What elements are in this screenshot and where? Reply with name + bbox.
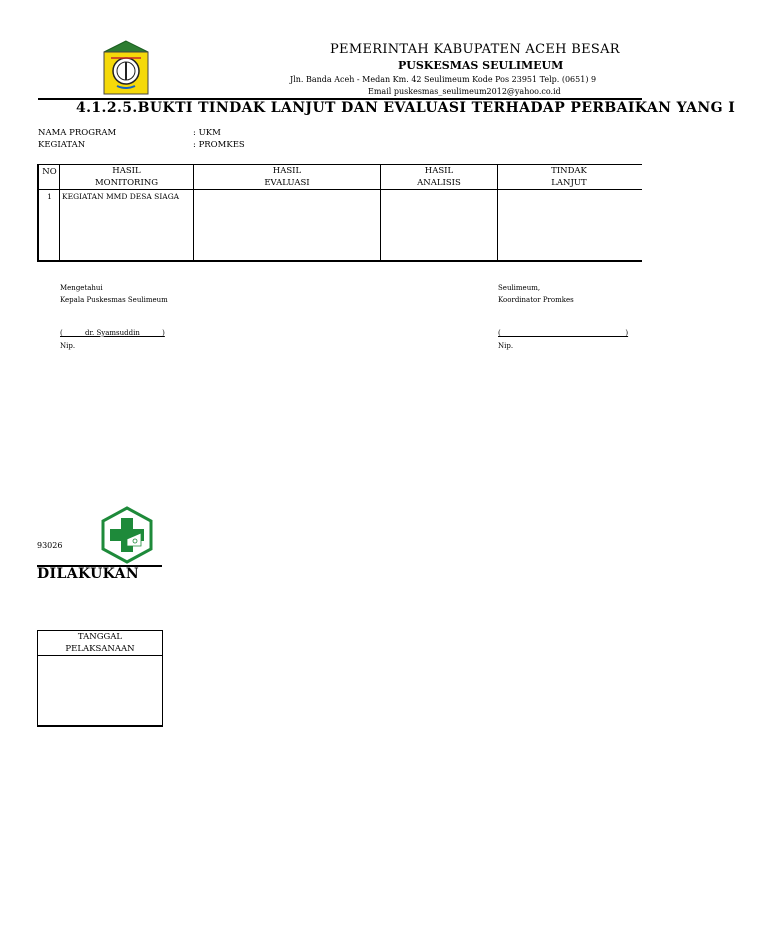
row-cell-tanggal [37,655,163,727]
header-tanggal-line2: PELAKSANAAN [65,644,135,654]
program-label: NAMA PROGRAM [38,128,117,138]
kegiatan-value: : PROMKES [193,140,245,150]
header-cell-tindak-lanjut [497,164,642,190]
header-cell-no [37,164,60,190]
row-cell-monitoring [59,189,194,262]
table-row [37,189,60,262]
sig-right-line1: Seulimeum, [498,284,541,292]
program-value: : UKM [193,128,221,138]
header-cell-analisis [380,164,498,190]
header-cell-tanggal [37,630,163,656]
sig-left-line2: Kepala Puskesmas Seulimeum [60,296,168,304]
sig-left-name: ( dr. Syamsuddin ) [60,329,165,337]
header-no-label: NO [42,167,57,177]
page-title: 4.1.2.5.BUKTI TINDAK LANJUT DAN EVALUASI TERHADAP PERBAIKAN YANG I [76,100,736,116]
sig-left-nip: Nip. [60,342,76,350]
header-tindak-line1: TINDAK [551,166,587,176]
sig-right-nip: Nip. [498,342,514,350]
header-analisis-line2: ANALISIS [417,178,461,188]
row-number: 1 [47,192,52,201]
sig-right-name: ( ) [498,329,629,337]
header-evaluasi-line1: HASIL [272,166,302,176]
header-monitoring-line1: HASIL [112,166,141,176]
address-overflow: 93026 [37,541,63,550]
kegiatan-label: KEGIATAN [38,140,86,150]
row-monitoring-text: KEGIATAN MMD DESA SIAGA [62,192,180,201]
sig-right-line2: Koordinator Promkes [498,296,574,304]
header-evaluasi-line2: EVALUASI [264,178,310,188]
header-analisis-line1: HASIL [424,166,454,176]
header-tanggal-line1: TANGGAL [77,632,123,642]
header-address: Jln. Banda Aceh - Medan Km. 42 Seulimeum Kode Pos 23951 Telp. (0651) 9 [290,75,597,84]
header-cell-evaluasi [193,164,381,190]
header-government: PEMERINTAH KABUPATEN ACEH BESAR [330,42,620,57]
header-puskesmas: PUSKESMAS SEULIMEUM [398,59,564,72]
header-monitoring-line2: MONITORING [94,178,159,188]
row-cell-tindak-lanjut [497,189,642,262]
sig-left-line1: Mengetahui [60,284,103,292]
header-cell-monitoring [59,164,194,190]
aceh-besar-logo [98,40,154,96]
header-email: Email puskesmas_seulimeum2012@yahoo.co.id [368,87,561,96]
row-cell-evaluasi [193,189,381,262]
row-cell-analisis [380,189,498,262]
header-tindak-line2: LANJUT [551,178,587,188]
health-cross-logo [97,506,157,564]
title-overflow: DILAKUKAN [37,566,140,582]
